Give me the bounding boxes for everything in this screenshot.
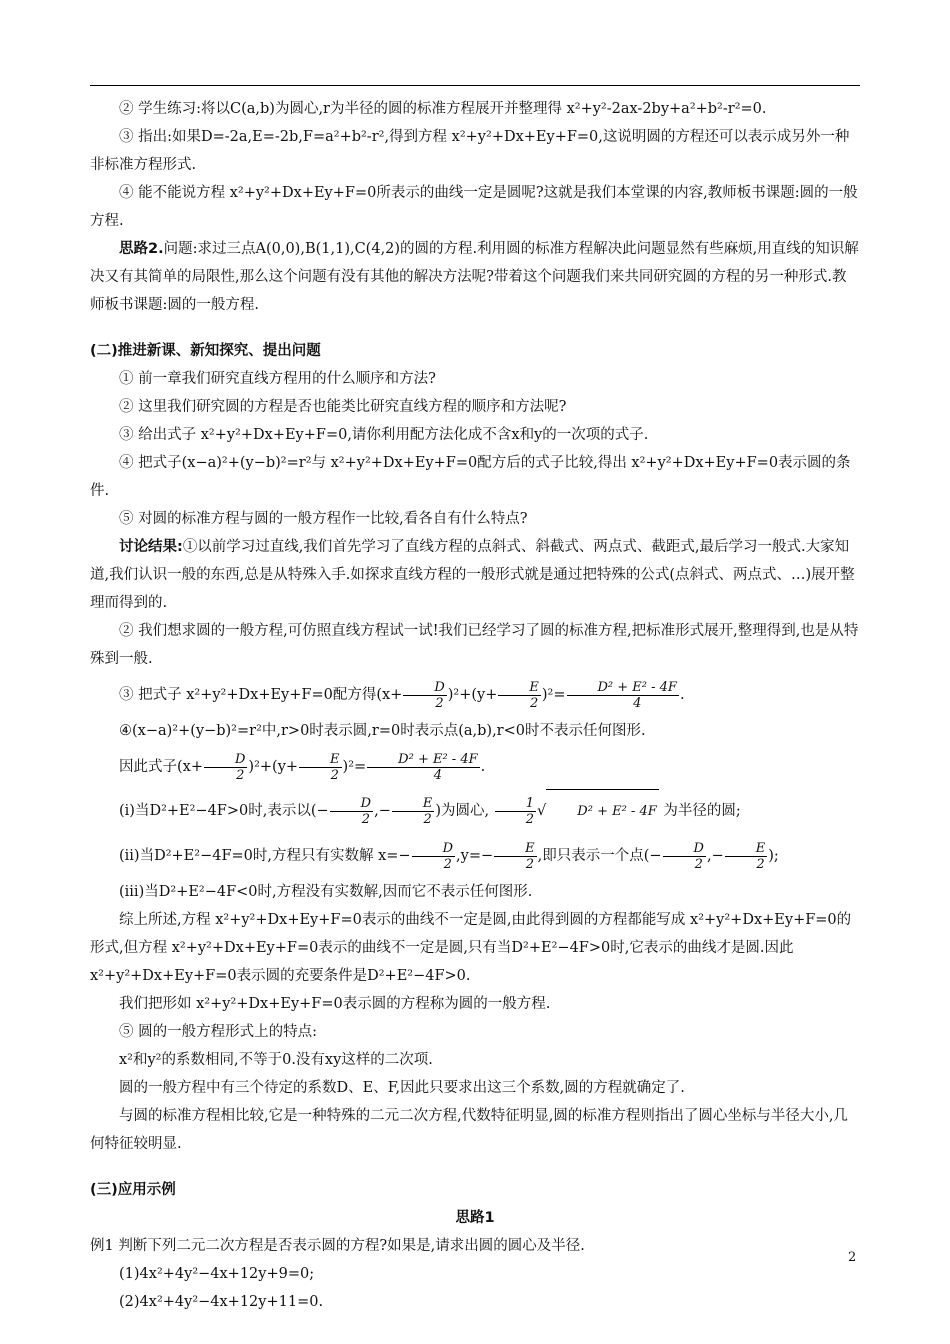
case-1: (i)当D²+E²−4F>0时,表示以(− $\frac{D}{2}$ ,− $\frac{E}{2}$ )为圆心, $\frac{1}{2}$ √ D² + E² - 4F 为半径的圆; (90, 789, 860, 834)
header-rule (90, 85, 860, 86)
page-number: 2 (848, 1250, 857, 1265)
para-student-practice: ② 学生练习:将以C(a,b)为圆心,r为半径的圆的标准方程展开并整理得 x²+y²-2ax-2by+a²+b²-r²=0. (119, 101, 767, 117)
fraction-e-over-2: $\frac{E}{2}$ (498, 680, 541, 711)
summary-6: 与圆的标准方程相比较,它是一种特殊的二元二次方程,代数特征明显,圆的标准方程则指出了圆心坐标与半径大小,几何特征较明显. (90, 1108, 848, 1152)
approach-2-label: 思路2. (119, 241, 164, 257)
discussion-2: ② 我们想求圆的一般方程,可仿照直线方程试一试!我们已经学习了圆的标准方程,把标准形式展开,整理得到,也是从特殊到一般. (90, 623, 859, 667)
summary-5: 圆的一般方程中有三个待定的系数D、E、F,因此只要求出这三个系数,圆的方程就确定了. (119, 1080, 685, 1096)
document-body (90, 95, 860, 1316)
standard-form-cases: ④(x−a)²+(y−b)²=r²中,r>0时表示圆,r=0时表示点(a,b),r<0时不表示任何图形. (119, 723, 646, 739)
summary-2: 我们把形如 x²+y²+Dx+Ey+F=0表示圆的方程称为圆的一般方程. (119, 996, 551, 1012)
question-1: ① 前一章我们研究直线方程用的什么顺序和方法? (119, 371, 436, 387)
discussion-label: 讨论结果: (119, 539, 183, 555)
question-4: ④ 把式子(x−a)²+(y−b)²=r²与 x²+y²+Dx+Ey+F=0配方后的式子比较,得出 x²+y²+Dx+Ey+F=0表示圆的条件. (90, 455, 851, 499)
example-1: 例1 判断下列二元二次方程是否表示圆的方程?如果是,请求出圆的圆心及半径. (90, 1238, 585, 1254)
summary-3: ⑤ 圆的一般方程形式上的特点: (119, 1024, 317, 1040)
section-2-title: (二)推进新课、新知探究、提出问题 (90, 343, 321, 359)
section-3-title: (三)应用示例 (90, 1182, 176, 1198)
therefore-line: 因此式子(x+ $\frac{D}{2}$ )²+(y+ $\frac{E}{2}$ )²= $\frac{\text{D² + E² - 4F}}{4}$ . (119, 751, 486, 783)
discussion-1: 讨论结果:①以前学习过直线,我们首先学习了直线方程的点斜式、斜截式、两点式、截距式,最后学习一般式.大家知道,我们认识一般的东西,总是从特殊入手.如探求直线方程的一般形式就是通过把特殊的公式(点斜式、两点式、…)展开整理而得到的. (90, 539, 855, 611)
approach-1-title: 思路1 (455, 1210, 495, 1226)
para-question-circle: ④ 能不能说方程 x²+y²+Dx+Ey+F=0所表示的曲线一定是圆呢?这就是我们本堂课的内容,教师板书课题:圆的一般方程. (90, 185, 858, 229)
example-1-part-2: (2)4x²+4y²−4x+12y+11=0. (119, 1294, 324, 1310)
fraction-d-over-2: $\frac{D}{2}$ (403, 680, 446, 711)
completing-square-line: ③ 把式子 x²+y²+Dx+Ey+F=0配方得(x+ $\frac{D}{2}$ )²+(y+ $\frac{E}{2}$ )²= $\frac{\text{D² + E² - 4F}}{4}$ . (119, 679, 685, 711)
example-1-part-1: (1)4x²+4y²−4x+12y+9=0; (119, 1266, 315, 1282)
question-3: ③ 给出式子 x²+y²+Dx+Ey+F=0,请你利用配方法化成不含x和y的一次项的式子. (119, 427, 649, 443)
para-approach-2: 思路2.问题:求过三点A(0,0),B(1,1),C(4,2)的圆的方程.利用圆的标准方程解决此问题显然有些麻烦,用直线的知识解决又有其简单的局限性,那么这个问题有没有其他的解决方法呢?带着这个问题我们来共同研究圆的方程的另一种形式.教师板书课题:圆的一般方程. (90, 241, 859, 313)
case-2: (ii)当D²+E²−4F=0时,方程只有实数解 x=− $\frac{D}{2}$ ,y=− $\frac{E}{2}$ ,即只表示一个点(− $\frac{D}{2}$ ,− $\frac{E}{2}$ ); (119, 840, 779, 872)
sqrt-icon: √ (537, 803, 547, 819)
question-2: ② 这里我们研究圆的方程是否也能类比研究直线方程的顺序和方法呢? (119, 399, 567, 415)
case-3: (iii)当D²+E²−4F<0时,方程没有实数解,因而它不表示任何图形. (119, 884, 533, 900)
summary-4: x²和y²的系数相同,不等于0.没有xy这样的二次项. (119, 1052, 433, 1068)
fraction-discriminant-over-4: $\frac{\text{D² + E² - 4F}}{4}$ (567, 680, 679, 711)
question-5: ⑤ 对圆的标准方程与圆的一般方程作一比较,看各自有什么特点? (119, 511, 528, 527)
summary-1: 综上所述,方程 x²+y²+Dx+Ey+F=0表示的曲线不一定是圆,由此得到圆的方程都能写成 x²+y²+Dx+Ey+F=0的形式,但方程 x²+y²+Dx+Ey+F=0表示的曲线不一定是圆,只有当D²+E²−4F>0时,它表示的曲线才是圆.因此 x²+y²+Dx+Ey+F=0表示圆的充要条件是D²+E²−4F>0. (90, 912, 852, 984)
para-point-out: ③ 指出:如果D=-2a,E=-2b,F=a²+b²-r²,得到方程 x²+y²+Dx+Ey+F=0,这说明圆的方程还可以表示成另外一种非标准方程形式. (90, 129, 850, 173)
